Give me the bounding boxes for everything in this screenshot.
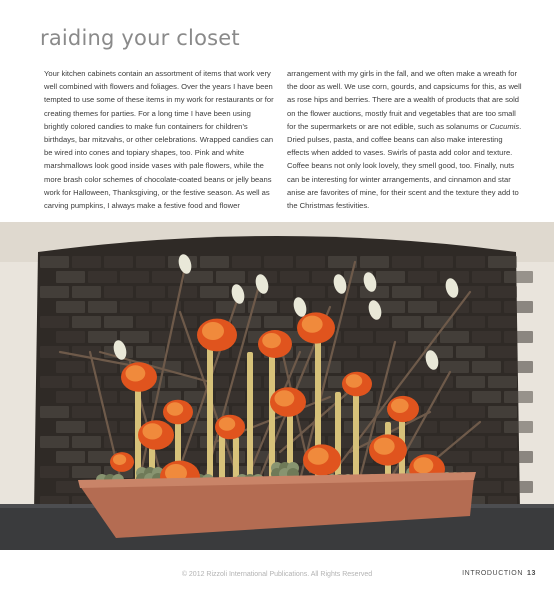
brick — [296, 256, 325, 268]
brick — [104, 286, 133, 298]
brick — [56, 331, 85, 343]
brick — [136, 316, 165, 328]
ranunculus-highlight — [308, 448, 329, 465]
brick — [136, 286, 165, 298]
brick — [456, 346, 485, 358]
brick — [504, 391, 533, 403]
photo-illustration — [0, 222, 554, 550]
brick — [56, 301, 85, 313]
brick — [488, 376, 517, 388]
brick — [472, 271, 501, 283]
brick — [504, 301, 533, 313]
ranunculus-highlight — [346, 374, 363, 388]
ranunculus-highlight — [113, 454, 126, 465]
brick — [120, 271, 149, 283]
brick — [440, 391, 469, 403]
brick — [72, 316, 101, 328]
section-title: raiding your closet — [40, 26, 240, 50]
brick — [136, 346, 165, 358]
text-run: . Dried pulses, pasta, and coffee beans can also make interesting effects when added to vases. Swirls of pasta add color and texture. Coffee beans not only look lovely, they smell good, too. Finally, nuts can be interesting for winter arrangements, and cinnamon and star anise are favorites of mine, for their scent and the texture they add to the Christmas festivities. — [287, 121, 522, 211]
brick — [360, 256, 389, 268]
brick — [344, 361, 373, 373]
brick — [424, 256, 453, 268]
brick — [264, 286, 293, 298]
brick — [280, 271, 309, 283]
brick — [40, 436, 69, 448]
brick — [216, 361, 245, 373]
brick — [72, 466, 101, 478]
brick — [440, 361, 469, 373]
brick — [344, 301, 373, 313]
ranunculus-highlight — [374, 438, 395, 455]
ranunculus-highlight — [391, 399, 409, 413]
brick — [472, 451, 501, 463]
brick — [376, 331, 405, 343]
brick — [40, 376, 69, 388]
folio — [462, 570, 536, 577]
brick — [200, 286, 229, 298]
brick — [216, 271, 245, 283]
stem — [247, 352, 253, 484]
brick — [168, 286, 197, 298]
brick — [328, 256, 357, 268]
ranunculus-highlight — [202, 322, 224, 340]
ranunculus-highlight — [275, 390, 295, 406]
brick — [40, 466, 69, 478]
brick — [104, 316, 133, 328]
stem — [269, 342, 275, 484]
brick — [264, 256, 293, 268]
stem — [353, 387, 359, 484]
brick — [72, 406, 101, 418]
brick — [56, 421, 85, 433]
brick — [120, 331, 149, 343]
brick — [488, 406, 517, 418]
brick — [504, 271, 533, 283]
brick — [376, 271, 405, 283]
ranunculus-highlight — [302, 316, 323, 333]
brick — [392, 376, 421, 388]
brick — [392, 346, 421, 358]
brick — [72, 286, 101, 298]
brick — [152, 271, 181, 283]
brick — [456, 256, 485, 268]
italic-term: Cucumis — [489, 121, 520, 131]
brick — [504, 331, 533, 343]
fireplace-flower-arrangement-photo — [0, 222, 554, 550]
brick — [424, 376, 453, 388]
brick — [88, 421, 117, 433]
page-number: 13 — [527, 570, 536, 577]
section-label: INTRODUCTION — [462, 570, 523, 577]
body-text-right-column — [287, 67, 522, 212]
text-run: arrangement with my girls in the fall, and we often make a wreath for the door as well. We use corn, gourds, and capsicums for this, as well as rose hips and berries. There are a wealth of products that are sold on the flower auctions, mostly fruit and vegetables that are too small for the supermarkets or are not edible, such as solanums or — [287, 69, 522, 131]
brick — [472, 481, 501, 493]
brick — [296, 286, 325, 298]
brick — [40, 286, 69, 298]
brick — [424, 436, 453, 448]
brick — [504, 481, 533, 493]
brick — [488, 316, 517, 328]
brick — [40, 406, 69, 418]
brick — [392, 316, 421, 328]
ranunculus-highlight — [143, 423, 163, 439]
brick — [200, 256, 229, 268]
brick — [408, 301, 437, 313]
brick — [488, 346, 517, 358]
brick — [456, 316, 485, 328]
brick — [504, 421, 533, 433]
brick — [360, 406, 389, 418]
brick — [440, 421, 469, 433]
brick — [472, 391, 501, 403]
brick — [104, 256, 133, 268]
brick — [56, 391, 85, 403]
brick — [232, 376, 261, 388]
brick — [216, 391, 245, 403]
copyright-notice: © 2012 Rizzoli International Publications. All Rights Reserved — [181, 571, 373, 578]
brick — [328, 406, 357, 418]
brick — [360, 346, 389, 358]
brick — [88, 271, 117, 283]
brick — [440, 331, 469, 343]
stem — [207, 332, 213, 484]
brick — [488, 286, 517, 298]
brick — [136, 256, 165, 268]
brick — [184, 301, 213, 313]
body-text-left-column — [44, 67, 276, 212]
brick — [120, 301, 149, 313]
brick — [72, 256, 101, 268]
brick — [344, 331, 373, 343]
ranunculus-highlight — [262, 333, 281, 348]
brick — [408, 271, 437, 283]
brick — [488, 466, 517, 478]
brick — [152, 331, 181, 343]
brick — [504, 361, 533, 373]
brick — [40, 256, 69, 268]
brick — [472, 331, 501, 343]
brick — [312, 301, 341, 313]
ranunculus-highlight — [167, 402, 184, 416]
brick — [392, 256, 421, 268]
brick — [88, 301, 117, 313]
brick — [456, 406, 485, 418]
brick — [72, 436, 101, 448]
brick — [456, 376, 485, 388]
brick — [392, 286, 421, 298]
ranunculus-highlight — [219, 417, 236, 431]
brick — [56, 451, 85, 463]
brick — [104, 436, 133, 448]
brick — [488, 256, 517, 268]
brick — [232, 256, 261, 268]
brick — [232, 316, 261, 328]
brick — [56, 361, 85, 373]
brick — [40, 316, 69, 328]
ranunculus-highlight — [414, 457, 434, 473]
brick — [232, 346, 261, 358]
brick — [56, 271, 85, 283]
brick — [472, 301, 501, 313]
brick — [120, 391, 149, 403]
brick — [488, 436, 517, 448]
ranunculus-highlight — [125, 365, 145, 381]
paragraph: Your kitchen cabinets contain an assortment of items that work very well combined with flowers and foliages. Over the years I have been tempted to use some of these items in my work for restaurants or for creating themes for parties. For a long time I have been using brightly colored candies to make fun containers for children’s birthdays, bar mitzvahs, or other celebrations. Wrapped candies can be wired into cones and topiary shapes, too. Pink and white marshmallows look good inside vases with pale flowers, while the more brash color schemes of chocolate-coated beans or jelly beans work for Halloween, Thanksgiving, or the festive season. As well as carving pumpkins, I always make a festive food and flower — [44, 69, 274, 211]
brick — [264, 316, 293, 328]
brick — [504, 451, 533, 463]
brick — [472, 361, 501, 373]
brick — [88, 331, 117, 343]
brick — [472, 421, 501, 433]
paragraph — [287, 67, 522, 212]
brick — [104, 406, 133, 418]
